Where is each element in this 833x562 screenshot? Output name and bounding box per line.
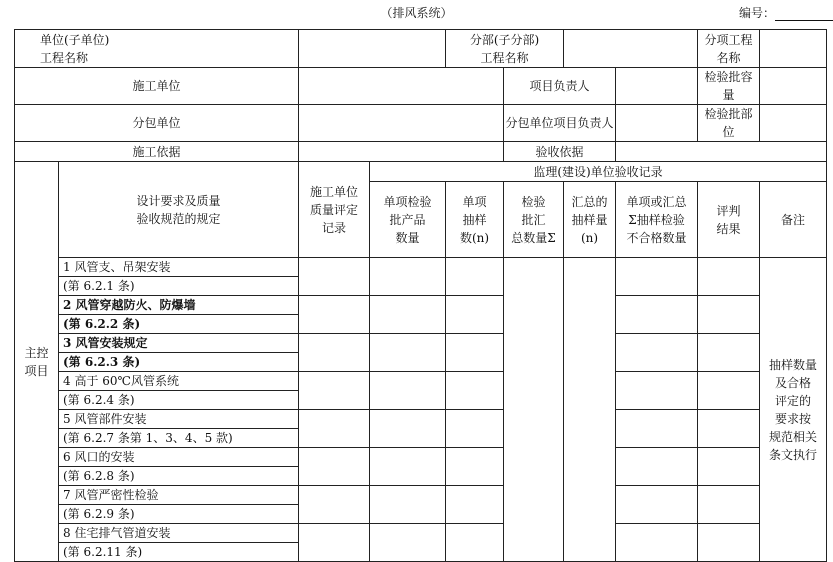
batch-capacity-value[interactable] — [760, 68, 827, 105]
sample-line2: 抽样 — [462, 212, 487, 227]
sum-sample-cell[interactable] — [564, 258, 616, 562]
sub-project-manager-label: 分包单位项目负责人 — [504, 105, 616, 142]
result-header — [698, 182, 760, 258]
result-cell[interactable] — [698, 296, 760, 334]
item-1-line1: 1 风管支、吊架安装 — [59, 258, 299, 277]
item-label-line2: 名称 — [716, 50, 741, 65]
result-line1: 评判 — [716, 203, 741, 218]
table-row — [15, 410, 827, 429]
item-2-line1: 2 风管穿越防火、防爆墙 — [59, 296, 299, 315]
result-cell[interactable] — [698, 410, 760, 448]
info-row-names — [15, 30, 827, 68]
unqualified-cell[interactable] — [616, 372, 698, 410]
batch-capacity-label: 检验批容量 — [698, 68, 760, 105]
subdiv-label-line1: 分部(子分部) — [469, 32, 540, 47]
unit-name-label — [15, 30, 299, 68]
table-row — [15, 296, 827, 315]
batch-total-line2: 批汇 — [521, 212, 546, 227]
single-batch-cell[interactable] — [370, 524, 446, 562]
batch-total-line1: 检验 — [521, 194, 546, 209]
main-control-label — [15, 162, 59, 562]
eval-cell[interactable] — [299, 258, 370, 296]
single-batch-cell[interactable] — [370, 372, 446, 410]
eval-line2: 质量评定 — [309, 202, 358, 217]
construction-unit-value[interactable] — [299, 68, 504, 105]
table-row — [15, 258, 827, 277]
result-cell[interactable] — [698, 524, 760, 562]
item-4-line1: 4 高于 60℃风管系统 — [59, 372, 299, 391]
table-row — [15, 486, 827, 505]
item-2-line2: (第 6.2.2 条) — [59, 315, 299, 334]
sample-cell[interactable] — [446, 296, 504, 334]
result-cell[interactable] — [698, 334, 760, 372]
item-7-line1: 7 风管严密性检验 — [59, 486, 299, 505]
project-manager-label: 项目负责人 — [504, 68, 616, 105]
form-number-field[interactable] — [775, 8, 833, 21]
remarks-cell — [760, 258, 827, 562]
single-batch-cell[interactable] — [370, 448, 446, 486]
item-5-line2: (第 6.2.7 条第 1、3、4、5 款) — [59, 429, 299, 448]
table-row — [15, 448, 827, 467]
sample-count-header — [446, 182, 504, 258]
item-5-line1: 5 风管部件安装 — [59, 410, 299, 429]
info-row-subcontract — [15, 105, 827, 142]
unqualified-line2: Σ抽样检验 — [628, 212, 685, 227]
unit-label-line2: 工程名称 — [40, 50, 89, 65]
subdiv-label-line2: 工程名称 — [480, 50, 529, 65]
single-batch-cell[interactable] — [370, 410, 446, 448]
table-row — [15, 524, 827, 543]
header-row-top — [15, 162, 827, 182]
single-batch-header — [370, 182, 446, 258]
eval-cell[interactable] — [299, 296, 370, 334]
construction-unit-label: 施工单位 — [15, 68, 299, 105]
sample-line1: 单项 — [462, 194, 487, 209]
unqualified-line3: 不合格数量 — [626, 230, 687, 245]
sample-line3: 数(n) — [459, 230, 490, 245]
remark-line2: 及合格 — [774, 375, 811, 390]
batch-total-cell[interactable] — [504, 258, 564, 562]
eval-cell[interactable] — [299, 486, 370, 524]
item-7-line2: (第 6.2.9 条) — [59, 505, 299, 524]
subcontractor-label: 分包单位 — [15, 105, 299, 142]
subdivision-label — [446, 30, 564, 68]
form-subtitle: （排风系统） — [380, 6, 453, 20]
unqualified-cell[interactable] — [616, 486, 698, 524]
eval-cell[interactable] — [299, 448, 370, 486]
sample-cell[interactable] — [446, 448, 504, 486]
item-8-line2: (第 6.2.11 条) — [59, 543, 299, 562]
sum-sample-line1: 汇总的 — [571, 194, 608, 209]
single-batch-line2: 批产品 — [389, 212, 426, 227]
sum-sample-line3: (n) — [580, 230, 599, 245]
remark-line4: 要求按 — [774, 411, 811, 426]
inspection-table — [14, 29, 827, 562]
project-manager-value[interactable] — [616, 68, 698, 105]
result-cell[interactable] — [698, 258, 760, 296]
item-name-value[interactable] — [760, 30, 827, 68]
item-4-line2: (第 6.2.4 条) — [59, 391, 299, 410]
table-row — [15, 334, 827, 353]
acceptance-basis-label: 验收依据 — [504, 142, 616, 162]
eval-cell[interactable] — [299, 372, 370, 410]
form-number — [739, 4, 833, 21]
eval-line1: 施工单位 — [309, 184, 358, 199]
unqualified-cell[interactable] — [616, 334, 698, 372]
unqualified-cell[interactable] — [616, 524, 698, 562]
item-name-label — [698, 30, 760, 68]
construction-basis-label: 施工依据 — [15, 142, 299, 162]
design-req-line2: 验收规范的规定 — [136, 211, 221, 226]
eval-cell[interactable] — [299, 410, 370, 448]
sub-project-manager-value[interactable] — [616, 105, 698, 142]
item-label-line1: 分项工程 — [704, 32, 753, 47]
unqualified-line1: 单项或汇总 — [626, 194, 687, 209]
result-cell[interactable] — [698, 486, 760, 524]
unit-label-line1: 单位(子单位) — [40, 32, 110, 47]
subdivision-value[interactable] — [564, 30, 698, 68]
single-batch-cell[interactable] — [370, 258, 446, 296]
unqualified-cell[interactable] — [616, 258, 698, 296]
single-batch-cell[interactable] — [370, 334, 446, 372]
design-req-line1: 设计要求及质量 — [136, 193, 221, 208]
table-row — [15, 372, 827, 391]
batch-location-value[interactable] — [760, 105, 827, 142]
main-control-line1: 主控 — [24, 345, 49, 360]
acceptance-basis-value[interactable] — [616, 142, 827, 162]
single-batch-cell[interactable] — [370, 296, 446, 334]
quality-evaluation-header — [299, 162, 370, 258]
form-number-label: 编号： — [739, 6, 776, 20]
construction-basis-value[interactable] — [299, 142, 504, 162]
unqualified-header — [616, 182, 698, 258]
subcontractor-value[interactable] — [299, 105, 504, 142]
info-row-construction — [15, 68, 827, 105]
remark-line5: 规范相关 — [768, 429, 817, 444]
result-line2: 结果 — [716, 221, 741, 236]
batch-location-label: 检验批部位 — [698, 105, 760, 142]
sample-cell[interactable] — [446, 258, 504, 296]
item-6-line1: 6 风口的安装 — [59, 448, 299, 467]
unqualified-cell[interactable] — [616, 410, 698, 448]
remark-line1: 抽样数量 — [768, 357, 817, 372]
batch-total-header — [504, 182, 564, 258]
item-3-line2: (第 6.2.3 条) — [59, 353, 299, 372]
single-batch-line1: 单项检验 — [383, 194, 432, 209]
unqualified-cell[interactable] — [616, 448, 698, 486]
result-cell[interactable] — [698, 448, 760, 486]
remark-line6: 条文执行 — [768, 447, 817, 462]
single-batch-line3: 数量 — [395, 230, 420, 245]
remark-line3: 评定的 — [774, 393, 811, 408]
sample-cell[interactable] — [446, 486, 504, 524]
main-control-line2: 项目 — [24, 363, 49, 378]
design-requirements-header — [59, 162, 299, 258]
batch-total-line3: 总数量Σ — [511, 230, 556, 245]
sample-cell[interactable] — [446, 524, 504, 562]
info-row-basis — [15, 142, 827, 162]
sample-cell[interactable] — [446, 410, 504, 448]
remarks-header: 备注 — [760, 182, 827, 258]
eval-cell[interactable] — [299, 334, 370, 372]
eval-cell[interactable] — [299, 524, 370, 562]
sample-cell[interactable] — [446, 334, 504, 372]
eval-line3: 记录 — [321, 220, 346, 235]
item-8-line1: 8 住宅排气管道安装 — [59, 524, 299, 543]
sample-cell[interactable] — [446, 372, 504, 410]
item-3-line1: 3 风管安装规定 — [59, 334, 299, 353]
sum-sample-line2: 抽样量 — [571, 212, 608, 227]
unqualified-cell[interactable] — [616, 296, 698, 334]
supervision-header: 监理(建设)单位验收记录 — [370, 162, 827, 182]
item-6-line2: (第 6.2.8 条) — [59, 467, 299, 486]
unit-name-value[interactable] — [299, 30, 446, 68]
single-batch-cell[interactable] — [370, 486, 446, 524]
result-cell[interactable] — [698, 372, 760, 410]
item-1-line2: (第 6.2.1 条) — [59, 277, 299, 296]
page-header — [0, 0, 833, 26]
sum-sample-header — [564, 182, 616, 258]
